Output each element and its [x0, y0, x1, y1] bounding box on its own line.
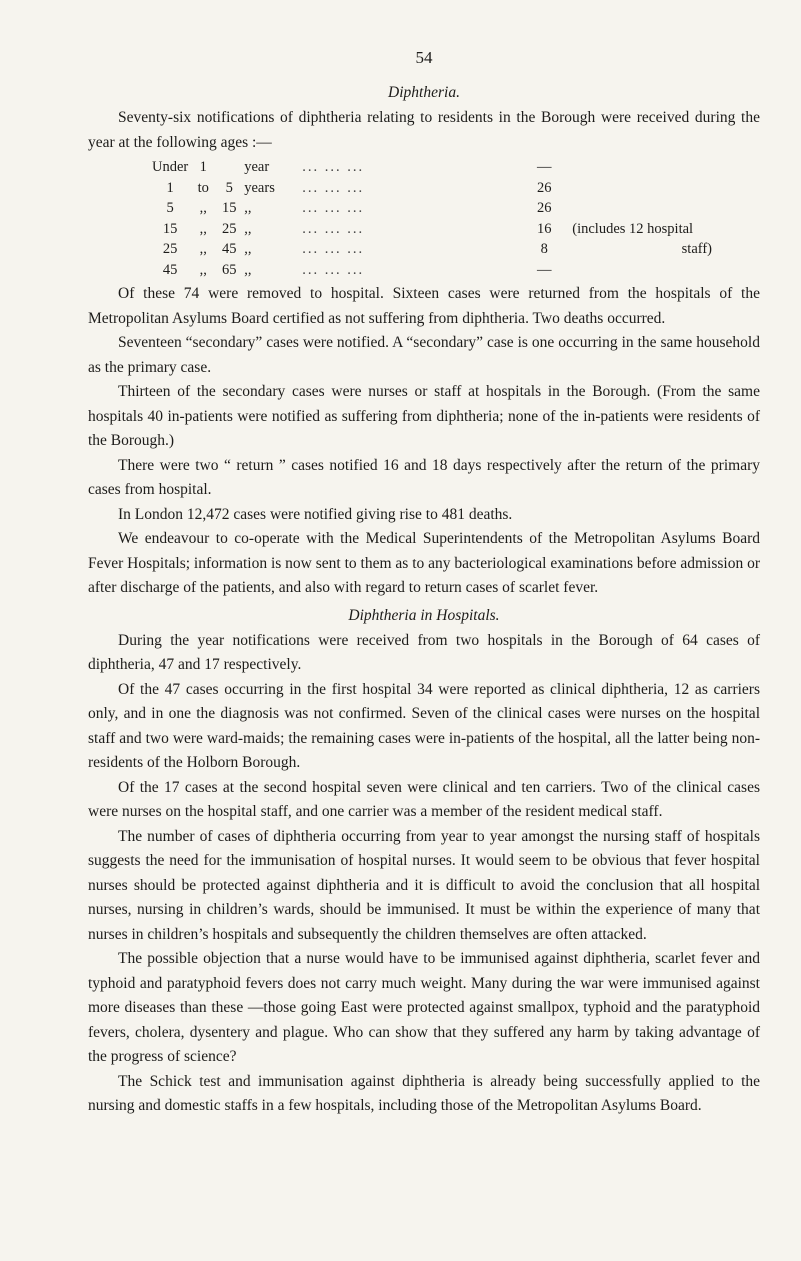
age-unit: ,, — [244, 241, 252, 257]
row-note: (includes 12 hospital — [572, 220, 694, 237]
body-paragraph: Seventeen “secondary” cases were notified. A “secondary” case is one occurring in the same household as the primary case. — [88, 334, 760, 376]
body-paragraph: The Schick test and immunisation against diphtheria is already being successfully applied to the nursing and domestic staffs in a few hospitals, including those of the Metropolitan Asylums Board. — [88, 1072, 760, 1114]
case-count: 26 — [537, 179, 552, 196]
row-note: staff) — [681, 241, 712, 257]
body-paragraph: During the year notifications were received from two hospitals in the Borough of 64 cases of diphtheria, 47 and 17 respectively. — [88, 631, 760, 673]
age-table-row — [152, 198, 712, 219]
paragraph-group-1 — [88, 282, 760, 601]
age-separator: ,, — [199, 241, 207, 257]
body-paragraph: There were two “ return ” cases notified 16 and 18 days respectively after the return of the primary cases from hospital. — [88, 456, 760, 498]
age-from: 15 — [162, 220, 178, 237]
age-unit: year — [244, 159, 270, 175]
section-heading: Diphtheria. — [388, 84, 460, 101]
age-from: Under — [152, 159, 189, 175]
body-paragraph: In London 12,472 cases were notified giving rise to 481 deaths. — [118, 505, 513, 523]
leader-dots: ... ... ... — [302, 159, 365, 175]
age-to: 15 — [222, 200, 237, 216]
row-note — [564, 260, 712, 281]
age-separator: ,, — [199, 261, 207, 278]
row-note — [564, 198, 712, 219]
body-paragraph: We endeavour to co-operate with the Medical Superintendents of the Metropolitan Asylums Board Fever Hospitals; information is now sent to them as to any bacteriological examinations before admission or after discharge of the patients, and also with regard to return cases of scarlet fever. — [88, 530, 760, 596]
body-paragraph: The possible objection that a nurse would have to be immunised against diphtheria, scarlet fever and typhoid and paratyphoid fevers does not carry much weight. Many during the war were immunised against more diseases than these —those going East were protected against smallpox, typhoid and the paratyphoid fevers, cholera, dysentery and plague. Who can show that they suffered any harm by taking advantage of the progress of science? — [88, 950, 760, 1065]
age-to — [218, 157, 240, 178]
age-to: 45 — [222, 241, 237, 257]
age-unit: ,, — [244, 220, 252, 237]
age-separator: ,, — [199, 220, 207, 237]
leader-dots: ... ... ... — [302, 200, 365, 216]
age-to: 25 — [222, 220, 237, 237]
age-from: 45 — [162, 261, 178, 278]
body-paragraph: Of the 17 cases at the second hospital seven were clinical and ten carriers. Two of the clinical cases were nurses on the hospital staff, and one carrier was a member of the resident medical staff. — [88, 778, 760, 820]
age-table-row — [152, 260, 712, 281]
age-from: 25 — [162, 241, 178, 257]
page-number: 54 — [415, 48, 433, 67]
age-from: 5 — [166, 200, 174, 216]
age-table-row — [152, 239, 712, 260]
body-paragraph: Of these 74 were removed to hospital. Sixteen cases were returned from the hospitals of the Metropolitan Asylums Board certified as not suffering from diphtheria. Two deaths occurred. — [88, 285, 760, 327]
paragraph-group-2 — [88, 629, 760, 1119]
age-unit: ,, — [244, 200, 252, 216]
age-unit: years — [244, 179, 275, 196]
case-count: 26 — [537, 200, 552, 216]
body-paragraph: The number of cases of diphtheria occurring from year to year amongst the nursing staff of hospitals suggests the need for the immunisation of hospital nurses. It would seem to be obvious that fever hospital nurses should be protected against diphtheria and it is difficult to avoid the conclusion that all hospital nurses, nursing in children’s wards, should be immunised. It must be within the experience of many that nurses in children’s hospitals and subsequently the children themselves are often attacked. — [88, 827, 760, 943]
age-to: 5 — [225, 179, 233, 196]
age-from: 1 — [166, 179, 174, 196]
age-separator: to — [197, 179, 209, 196]
body-paragraph: Thirteen of the secondary cases were nurses or staff at hospitals in the Borough. (From the same hospitals 40 in-patients were notified as suffering from diphtheria; none of the in-patients were residents of the Borough.) — [88, 383, 760, 449]
intro-paragraph: Seventy-six notifications of diphtheria relating to residents in the Borough were received during the year at the following ages :— — [88, 109, 760, 151]
age-table-row — [152, 178, 712, 199]
age-to: 65 — [222, 261, 237, 278]
age-table-row — [152, 219, 712, 240]
body-paragraph: Of the 47 cases occurring in the first hospital 34 were reported as clinical diphtheria, 12 as carriers only, and in one the diagnosis was not confirmed. Seven of the clinical cases were nurses on the hospital staff and two were ward-maids; the remaining cases were in-patients of the hospital, all the latter being non-residents of the Holborn Borough. — [88, 680, 760, 771]
leader-dots: ... ... ... — [302, 261, 365, 278]
age-separator: ,, — [199, 200, 207, 216]
leader-dots: ... ... ... — [302, 241, 365, 257]
case-count: — — [537, 261, 552, 278]
case-count: 16 — [537, 220, 552, 237]
age-unit: ,, — [244, 261, 252, 278]
case-count: — — [537, 159, 552, 175]
document-page — [88, 0, 760, 1119]
leader-dots: ... ... ... — [302, 179, 365, 196]
case-count: 8 — [540, 241, 548, 257]
sub-heading: Diphtheria in Hospitals. — [348, 606, 500, 624]
row-note — [564, 157, 712, 178]
leader-dots: ... ... ... — [302, 220, 365, 237]
age-table-row — [152, 157, 712, 178]
age-distribution-table — [152, 157, 712, 280]
age-separator: 1 — [199, 159, 207, 175]
row-note — [564, 178, 712, 199]
